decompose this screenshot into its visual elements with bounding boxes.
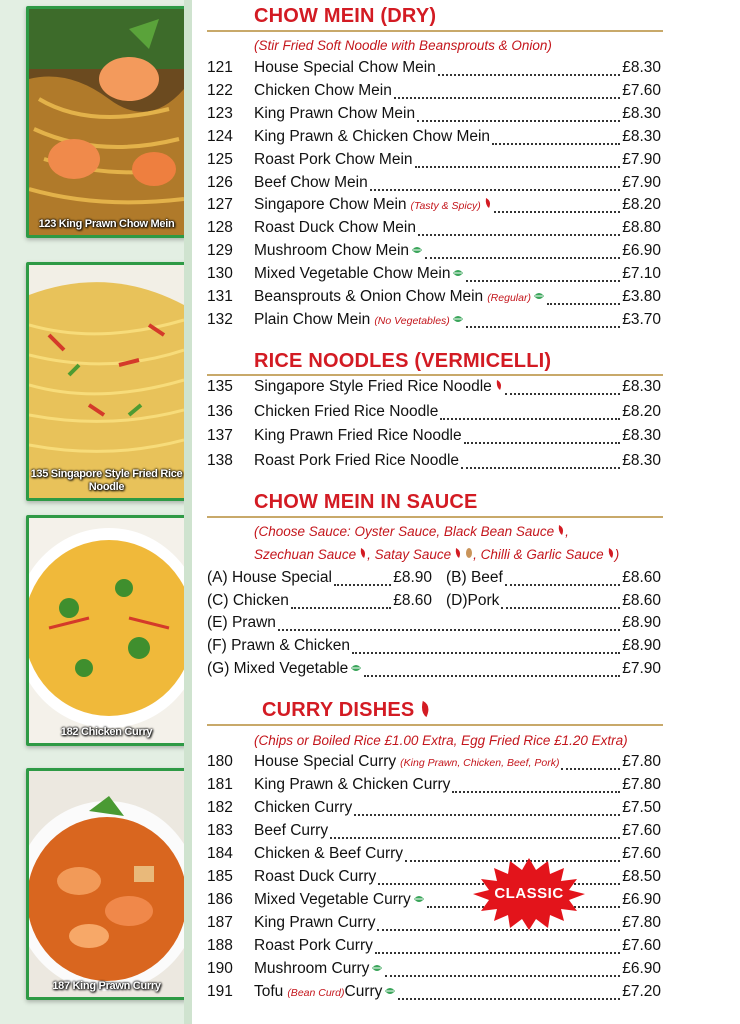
item-name: (E) Prawn xyxy=(207,614,276,631)
item-name: (C) Chicken xyxy=(207,592,289,609)
item-price: £8.60 xyxy=(393,592,432,609)
item-name: Singapore Style Fried Rice Noodle xyxy=(254,378,492,395)
menu-item-row xyxy=(207,288,661,310)
sauce-item-c xyxy=(207,592,432,614)
menu-item-row xyxy=(207,242,661,264)
item-name: Chicken Chow Mein xyxy=(254,81,392,99)
leader-dots xyxy=(398,998,620,1000)
item-price: £7.60 xyxy=(622,845,661,862)
item-name-suffix: Curry xyxy=(344,983,383,1000)
classic-badge-label: CLASSIC xyxy=(494,885,564,902)
vegetarian-leaf-icon xyxy=(371,963,383,973)
item-name: King Prawn Curry xyxy=(254,914,376,931)
item-price: £3.80 xyxy=(622,288,661,305)
item-price: £8.30 xyxy=(622,104,661,122)
item-number: 181 xyxy=(207,776,233,793)
item-number: 121 xyxy=(207,59,233,76)
item-name: King Prawn Fried Rice Noodle xyxy=(254,427,462,444)
item-name: Chicken Fried Rice Noodle xyxy=(254,402,439,420)
menu-item-row xyxy=(207,452,661,474)
prawn-curry-photo-art xyxy=(29,771,184,997)
menu-item-row xyxy=(207,174,661,196)
leader-dots xyxy=(466,326,620,328)
section-title-chow-mein-sauce: CHOW MEIN IN SAUCE xyxy=(254,491,478,513)
item-number: 129 xyxy=(207,242,233,260)
item-tag: (Regular) xyxy=(487,292,531,304)
item-name: (F) Prawn & Chicken xyxy=(207,637,350,654)
item-price: £8.30 xyxy=(622,59,661,76)
item-price: £8.20 xyxy=(622,402,661,420)
item-price: £8.60 xyxy=(622,592,661,609)
item-number: 126 xyxy=(207,173,233,191)
menu-item-row xyxy=(207,265,661,287)
vegetarian-leaf-icon xyxy=(533,291,545,301)
menu-item-row xyxy=(207,891,661,913)
leader-dots xyxy=(492,143,620,145)
leader-dots xyxy=(418,234,620,236)
item-number: 184 xyxy=(207,845,233,862)
menu-item-row xyxy=(207,914,661,936)
menu-item-row xyxy=(207,427,661,449)
item-tag: (King Prawn, Chicken, Beef, Pork) xyxy=(400,757,560,769)
section-title-rice-noodles: RICE NOODLES (VERMICELLI) xyxy=(254,350,552,372)
item-number: 190 xyxy=(207,960,233,977)
section-title-curry xyxy=(262,699,431,722)
photo-caption: 182 Chicken Curry xyxy=(60,726,153,738)
menu-item-row xyxy=(207,378,661,400)
sauce-item-d xyxy=(446,592,661,614)
item-number: 131 xyxy=(207,288,233,305)
menu-item-row xyxy=(207,614,661,636)
item-tag: (Bean Curd) xyxy=(287,987,345,999)
peanut-icon xyxy=(465,547,473,559)
item-name: Tofu xyxy=(254,983,284,1000)
rice-noodle-photo-art xyxy=(29,265,184,498)
item-number: 187 xyxy=(207,914,233,931)
item-number: 123 xyxy=(207,104,233,122)
item-name: Beef Curry xyxy=(254,822,329,839)
sauce-note-text: ) xyxy=(614,547,620,562)
sauce-note-text: , xyxy=(565,524,569,539)
classic-badge xyxy=(472,858,586,930)
sauce-note-text: , Chilli & Garlic Sauce xyxy=(473,547,604,562)
item-price: £8.90 xyxy=(622,614,661,631)
leader-dots xyxy=(291,607,391,609)
item-name: House Special Chow Mein xyxy=(254,59,436,76)
item-price: £7.60 xyxy=(622,937,661,954)
item-name: Mushroom Chow Mein xyxy=(254,242,410,260)
item-name: Roast Pork Curry xyxy=(254,937,373,954)
item-name: Chicken Curry xyxy=(254,799,353,816)
menu-item-row xyxy=(207,311,661,333)
sauce-note-line-1 xyxy=(254,524,569,539)
leader-dots xyxy=(464,442,621,444)
item-price: £7.80 xyxy=(622,776,661,793)
leader-dots xyxy=(385,975,620,977)
item-price: £8.60 xyxy=(622,569,661,586)
chili-icon xyxy=(495,379,503,391)
sauce-item-a xyxy=(207,569,432,591)
menu-item-row xyxy=(207,403,661,425)
vegetarian-leaf-icon xyxy=(452,268,464,278)
item-number: 132 xyxy=(207,310,233,328)
menu-item-row xyxy=(207,219,661,241)
photo-strip xyxy=(0,0,192,1024)
item-price: £7.90 xyxy=(622,660,661,677)
item-price: £8.30 xyxy=(622,127,661,145)
leader-dots xyxy=(417,120,620,122)
item-name: Singapore Chow Mein xyxy=(254,196,407,214)
leader-dots xyxy=(425,257,620,259)
item-number: 183 xyxy=(207,822,233,839)
item-name: Roast Pork Fried Rice Noodle xyxy=(254,451,460,469)
sauce-note-line-2 xyxy=(254,547,619,562)
item-price: £8.30 xyxy=(622,451,661,469)
item-number: 188 xyxy=(207,937,233,954)
leader-dots xyxy=(364,675,620,677)
leader-dots xyxy=(452,791,620,793)
vegetarian-leaf-icon xyxy=(413,894,425,904)
item-number: 125 xyxy=(207,150,233,168)
item-price: £7.80 xyxy=(622,914,661,931)
chicken-curry-photo-art xyxy=(29,518,184,743)
leader-dots xyxy=(561,768,620,770)
leader-dots xyxy=(278,629,620,631)
item-name: Beef Chow Mein xyxy=(254,173,368,191)
item-price: £6.90 xyxy=(622,891,661,908)
item-price: £7.90 xyxy=(622,150,661,168)
photo-singapore-rice-noodle xyxy=(26,262,187,501)
leader-dots xyxy=(334,584,391,586)
photo-chicken-curry xyxy=(26,515,187,746)
section-rule xyxy=(207,724,663,726)
menu-item-row xyxy=(207,59,661,81)
item-price: £8.90 xyxy=(622,637,661,654)
item-price: £7.60 xyxy=(622,822,661,839)
menu-item-row xyxy=(207,637,661,659)
item-price: £8.30 xyxy=(622,378,661,395)
item-price: £7.20 xyxy=(622,983,661,1000)
item-name: Beansprouts & Onion Chow Mein xyxy=(254,288,484,305)
leader-dots xyxy=(440,418,620,420)
item-price: £8.90 xyxy=(393,569,432,586)
chili-icon xyxy=(557,524,565,536)
sauce-note-text: , Satay Sauce xyxy=(367,547,452,562)
leader-dots xyxy=(466,280,620,282)
item-name: House Special Curry xyxy=(254,753,397,770)
sauce-item-b xyxy=(446,569,661,591)
leader-dots xyxy=(354,814,620,816)
item-number: 191 xyxy=(207,983,233,1000)
section-title-chow-mein-dry: CHOW MEIN (DRY) xyxy=(254,5,437,27)
chili-icon xyxy=(454,547,462,559)
section-rule xyxy=(207,374,663,376)
item-price: £6.90 xyxy=(622,242,661,260)
photo-king-prawn-chow-mein xyxy=(26,6,187,238)
menu-item-row xyxy=(207,196,661,218)
section-rule xyxy=(207,516,663,518)
leader-dots xyxy=(330,837,620,839)
chili-icon xyxy=(607,547,615,559)
item-tag: (Tasty & Spicy) xyxy=(410,200,481,213)
item-number: 182 xyxy=(207,799,233,816)
leader-dots xyxy=(438,74,620,76)
item-price: £7.50 xyxy=(622,799,661,816)
item-name: Roast Duck Curry xyxy=(254,868,377,885)
item-name: (G) Mixed Vegetable xyxy=(207,660,349,677)
photo-king-prawn-curry xyxy=(26,768,187,1000)
item-price: £8.50 xyxy=(622,868,661,885)
item-number: 124 xyxy=(207,127,233,145)
noodle-photo-art xyxy=(29,9,184,235)
sauce-note-text: (Choose Sauce: Oyster Sauce, Black Bean Sauce xyxy=(254,524,555,539)
section-note: (Stir Fried Soft Noodle with Beansprouts & Onion) xyxy=(254,38,552,53)
item-name: King Prawn & Chicken Chow Mein xyxy=(254,127,491,145)
item-number: 186 xyxy=(207,891,233,908)
item-number: 127 xyxy=(207,196,233,214)
leader-dots xyxy=(394,97,620,99)
menu-item-row xyxy=(207,937,661,959)
menu-item-row xyxy=(207,983,661,1005)
vegetarian-leaf-icon xyxy=(452,314,464,324)
menu-item-row xyxy=(207,960,661,982)
item-name: (A) House Special xyxy=(207,569,332,586)
leader-dots xyxy=(505,584,620,586)
menu-item-row xyxy=(207,822,661,844)
menu-item-row xyxy=(207,799,661,821)
item-number: 122 xyxy=(207,81,233,99)
leader-dots xyxy=(494,211,620,213)
item-price: £8.30 xyxy=(622,427,661,444)
menu-item-row xyxy=(207,845,661,867)
vegetarian-leaf-icon xyxy=(350,663,362,673)
item-number: 130 xyxy=(207,265,233,283)
menu-item-row xyxy=(207,753,661,775)
item-number: 185 xyxy=(207,868,233,885)
menu-item-row xyxy=(207,776,661,798)
item-name: Roast Pork Chow Mein xyxy=(254,150,413,168)
item-tag: (No Vegetables) xyxy=(374,314,450,327)
photo-caption: 123 King Prawn Chow Mein xyxy=(38,218,175,230)
menu-item-row xyxy=(207,151,661,173)
leader-dots xyxy=(352,652,620,654)
menu-item-row xyxy=(207,868,661,890)
photo-caption: 187 King Prawn Curry xyxy=(52,980,161,992)
leader-dots xyxy=(415,166,621,168)
section-note: (Chips or Boiled Rice £1.00 Extra, Egg Fried Rice £1.20 Extra) xyxy=(254,733,628,748)
chili-icon xyxy=(359,547,367,559)
sauce-note-text: Szechuan Sauce xyxy=(254,547,357,562)
item-number: 128 xyxy=(207,219,233,237)
item-name: King Prawn & Chicken Curry xyxy=(254,776,451,793)
item-name: King Prawn Chow Mein xyxy=(254,104,416,122)
item-price: £7.60 xyxy=(622,81,661,99)
item-price: £7.90 xyxy=(622,173,661,191)
item-number: 135 xyxy=(207,378,233,395)
item-number: 136 xyxy=(207,402,233,420)
leader-dots xyxy=(375,952,620,954)
menu-item-row xyxy=(207,82,661,104)
item-price: £6.90 xyxy=(622,960,661,977)
item-number: 180 xyxy=(207,753,233,770)
leader-dots xyxy=(461,467,620,469)
item-name: (B) Beef xyxy=(446,569,503,586)
item-price: £8.80 xyxy=(622,219,661,237)
curry-title-text: CURRY DISHES xyxy=(262,699,415,721)
item-name: Mixed Vegetable Chow Mein xyxy=(254,265,451,283)
photo-caption: 135 Singapore Style Fried Rice Noodle xyxy=(30,468,183,493)
menu-item-row xyxy=(207,660,661,682)
item-name: Roast Duck Chow Mein xyxy=(254,219,416,237)
item-number: 138 xyxy=(207,451,233,469)
item-name: (D)Pork xyxy=(446,592,500,609)
item-name: Mixed Vegetable Curry xyxy=(254,891,411,908)
item-name: Plain Chow Mein xyxy=(254,310,371,328)
item-price: £8.20 xyxy=(622,196,661,214)
chili-icon xyxy=(484,197,492,209)
item-name: Chicken & Beef Curry xyxy=(254,845,404,862)
vegetarian-leaf-icon xyxy=(384,986,396,996)
item-price: £7.80 xyxy=(622,753,661,770)
leader-dots xyxy=(501,607,620,609)
item-price: £7.10 xyxy=(622,265,661,283)
menu-item-row xyxy=(207,128,661,150)
vegetarian-leaf-icon xyxy=(411,245,423,255)
item-number: 137 xyxy=(207,427,233,444)
leader-dots xyxy=(370,189,620,191)
leader-dots xyxy=(505,393,620,395)
item-name: Mushroom Curry xyxy=(254,960,370,977)
section-rule xyxy=(207,30,663,32)
menu-item-row xyxy=(207,105,661,127)
chili-icon xyxy=(420,700,431,718)
leader-dots xyxy=(547,303,620,305)
item-price: £3.70 xyxy=(622,310,661,328)
